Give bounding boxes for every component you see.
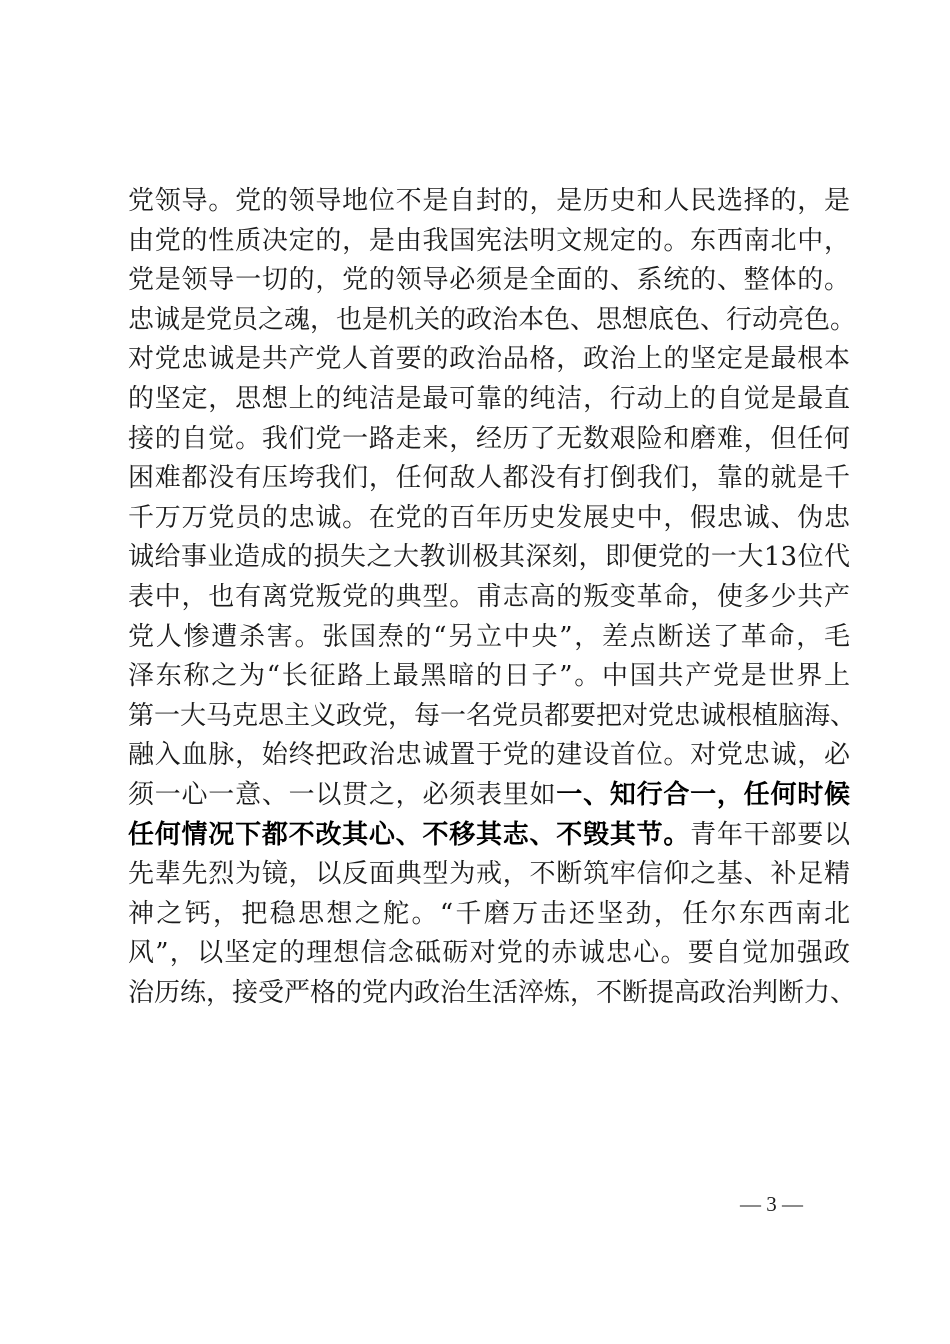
text-line: 接的自觉。我们党一路走来，经历了无数艰险和磨难，但任何 [128, 423, 850, 454]
text-line: 困难都没有压垮我们，任何敌人都没有打倒我们，靠的就是千 [128, 463, 850, 494]
text-line: 第一大马克思主义政党，每一名党员都要把对党忠诚根植脑海、 [128, 700, 857, 731]
text-line: 治历练，接受严格的党内政治生活淬炼，不断提高政治判断力、 [128, 977, 857, 1008]
text-line: 党领导。党的领导地位不是自封的，是历史和人民选择的，是 [128, 186, 850, 216]
text-line: 对党忠诚是共产党人首要的政治品格，政治上的坚定是最根本 [128, 344, 850, 375]
text-line: 千万万党员的忠诚。在党的百年历史发展史中，假忠诚、伪忠 [128, 502, 850, 533]
text-line: 融入血脉，始终把政治忠诚置于党的建设首位。对党忠诚，必 [128, 740, 850, 771]
text-segment: 须一心一意、一以贯之，必须表里如 [128, 779, 557, 810]
text-line: 诚给事业造成的损失之大教训极其深刻，即便党的一大13位代 [128, 542, 850, 573]
text-line: 党人惨遭杀害。张国焘的“另立中央”，差点断送了革命，毛 [128, 621, 850, 652]
bold-emphasis: 任何情况下都不改其心、不移其志、不毁其节。 [128, 819, 691, 850]
text-line: 表中，也有离党叛党的典型。甫志高的叛变革命，使多少共产 [128, 581, 850, 612]
text-line-mixed [128, 816, 850, 856]
body-text [128, 182, 857, 1013]
text-line: 风”，以坚定的理想信念砥砺对党的赤诚忠心。要自觉加强政 [128, 938, 850, 969]
text-line: 党是领导一切的，党的领导必须是全面的、系统的、整体的。 [128, 265, 850, 296]
bold-emphasis: 一、知行合一，任何时候 [556, 779, 850, 810]
page-number: — 3 — [740, 1192, 803, 1216]
text-line: 忠诚是党员之魂，也是机关的政治本色、思想底色、行动亮色。 [128, 304, 857, 335]
text-line: 先辈先烈为镜，以反面典型为戒，不断筑牢信仰之基、补足精 [128, 859, 850, 890]
text-line: 泽东称之为“长征路上最黑暗的日子”。中国共产党是世界上 [128, 661, 850, 692]
text-line: 的坚定，思想上的纯洁是最可靠的纯洁，行动上的自觉是最直 [128, 383, 850, 414]
text-line: 神之钙，把稳思想之舵。“千磨万击还坚劲，任尔东西南北 [128, 898, 850, 929]
text-line-mixed [128, 776, 850, 816]
text-line: 由党的性质决定的，是由我国宪法明文规定的。东西南北中， [128, 225, 850, 256]
text-segment: 青年干部要以 [690, 819, 850, 850]
